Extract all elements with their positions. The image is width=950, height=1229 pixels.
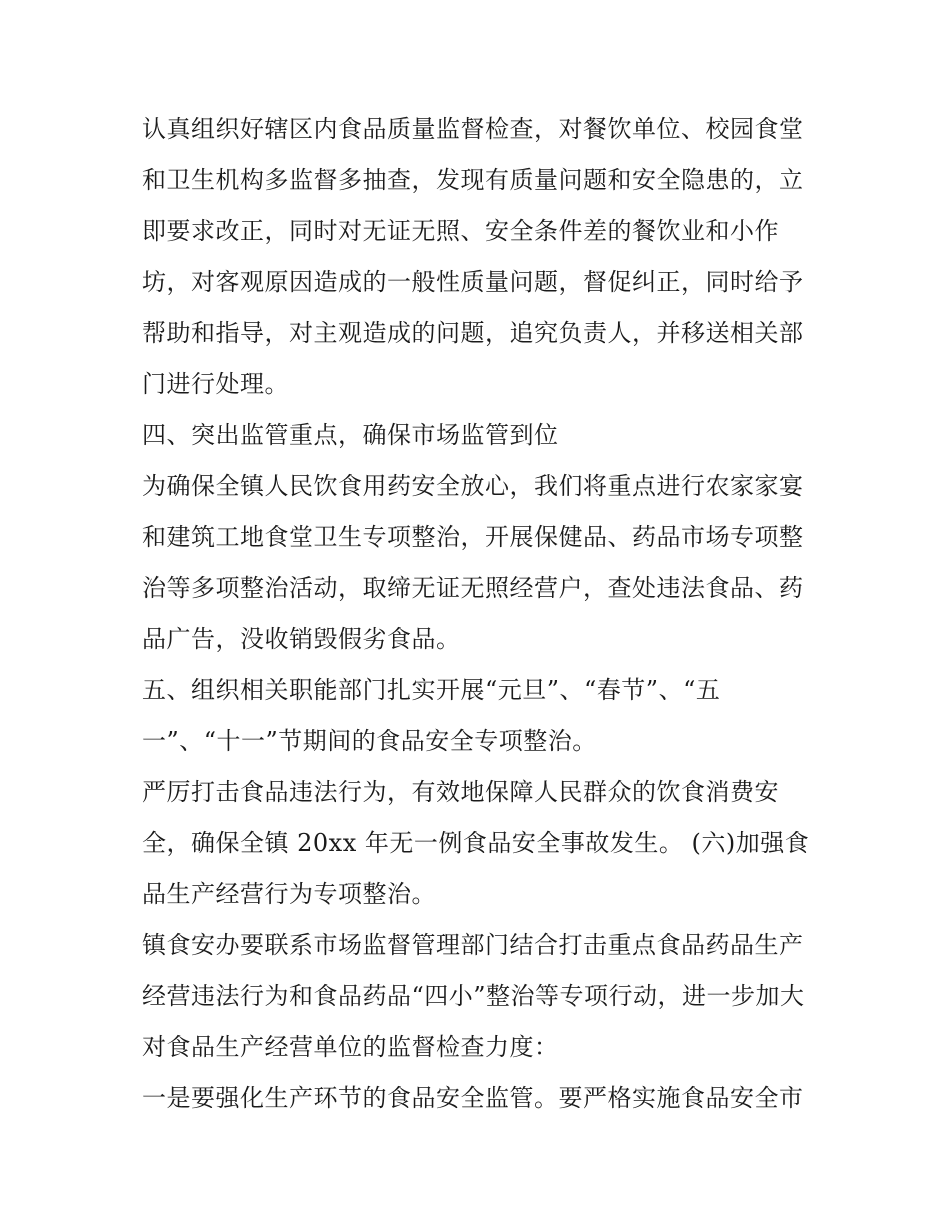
text-line: 即要求改正，同时对无证无照、安全条件差的餐饮业和小作 (142, 217, 779, 245)
text-line: 帮助和指导，对主观造成的问题，追究负责人，并移送相关部 (142, 319, 804, 347)
text-line: 经营违法行为和食品药品“四小”整治等专项行动，进一步加大 (142, 982, 805, 1010)
text-line: 镇食安办要联系市场监督管理部门结合打击重点食品药品生产 (142, 931, 804, 959)
document-body (142, 104, 822, 1124)
section-heading: 四、突出监管重点，确保市场监管到位 (142, 421, 559, 449)
text-line: 严厉打击食品违法行为，有效地保障人民群众的饮食消费安 (142, 778, 779, 806)
text-line: 认真组织好辖区内食品质量监督检查，对餐饮单位、校园食堂 (142, 115, 804, 143)
text-line: 为确保全镇人民饮食用药安全放心，我们将重点进行农家家宴 (142, 472, 804, 500)
text-line: 一是要强化生产环节的食品安全监管。要严格实施食品安全市 (142, 1084, 804, 1112)
text-line: 坊，对客观原因造成的一般性质量问题，督促纠正，同时给予 (142, 268, 804, 296)
text-line: 和卫生机构多监督多抽查，发现有质量问题和安全隐患的，立 (142, 166, 804, 194)
text-line: 对食品生产经营单位的监督检查力度： (142, 1033, 559, 1061)
text-line: 品广告，没收销毁假劣食品。 (142, 625, 461, 653)
text-line: 和建筑工地食堂卫生专项整治，开展保健品、药品市场专项整 (142, 523, 804, 551)
text-line: 品生产经营行为专项整治。 (142, 880, 436, 908)
section-heading: 五、组织相关职能部门扎实开展“元旦”、“春节”、“五 (142, 676, 721, 704)
text-line: 全，确保全镇 20xx 年无一例食品安全事故发生。 (六)加强食 (142, 829, 810, 857)
text-line: 治等多项整治活动，取缔无证无照经营户，查处违法食品、药 (142, 574, 804, 602)
text-line: 门进行处理。 (142, 370, 289, 398)
section-heading: 一”、“十一”节期间的食品安全专项整治。 (142, 727, 597, 755)
